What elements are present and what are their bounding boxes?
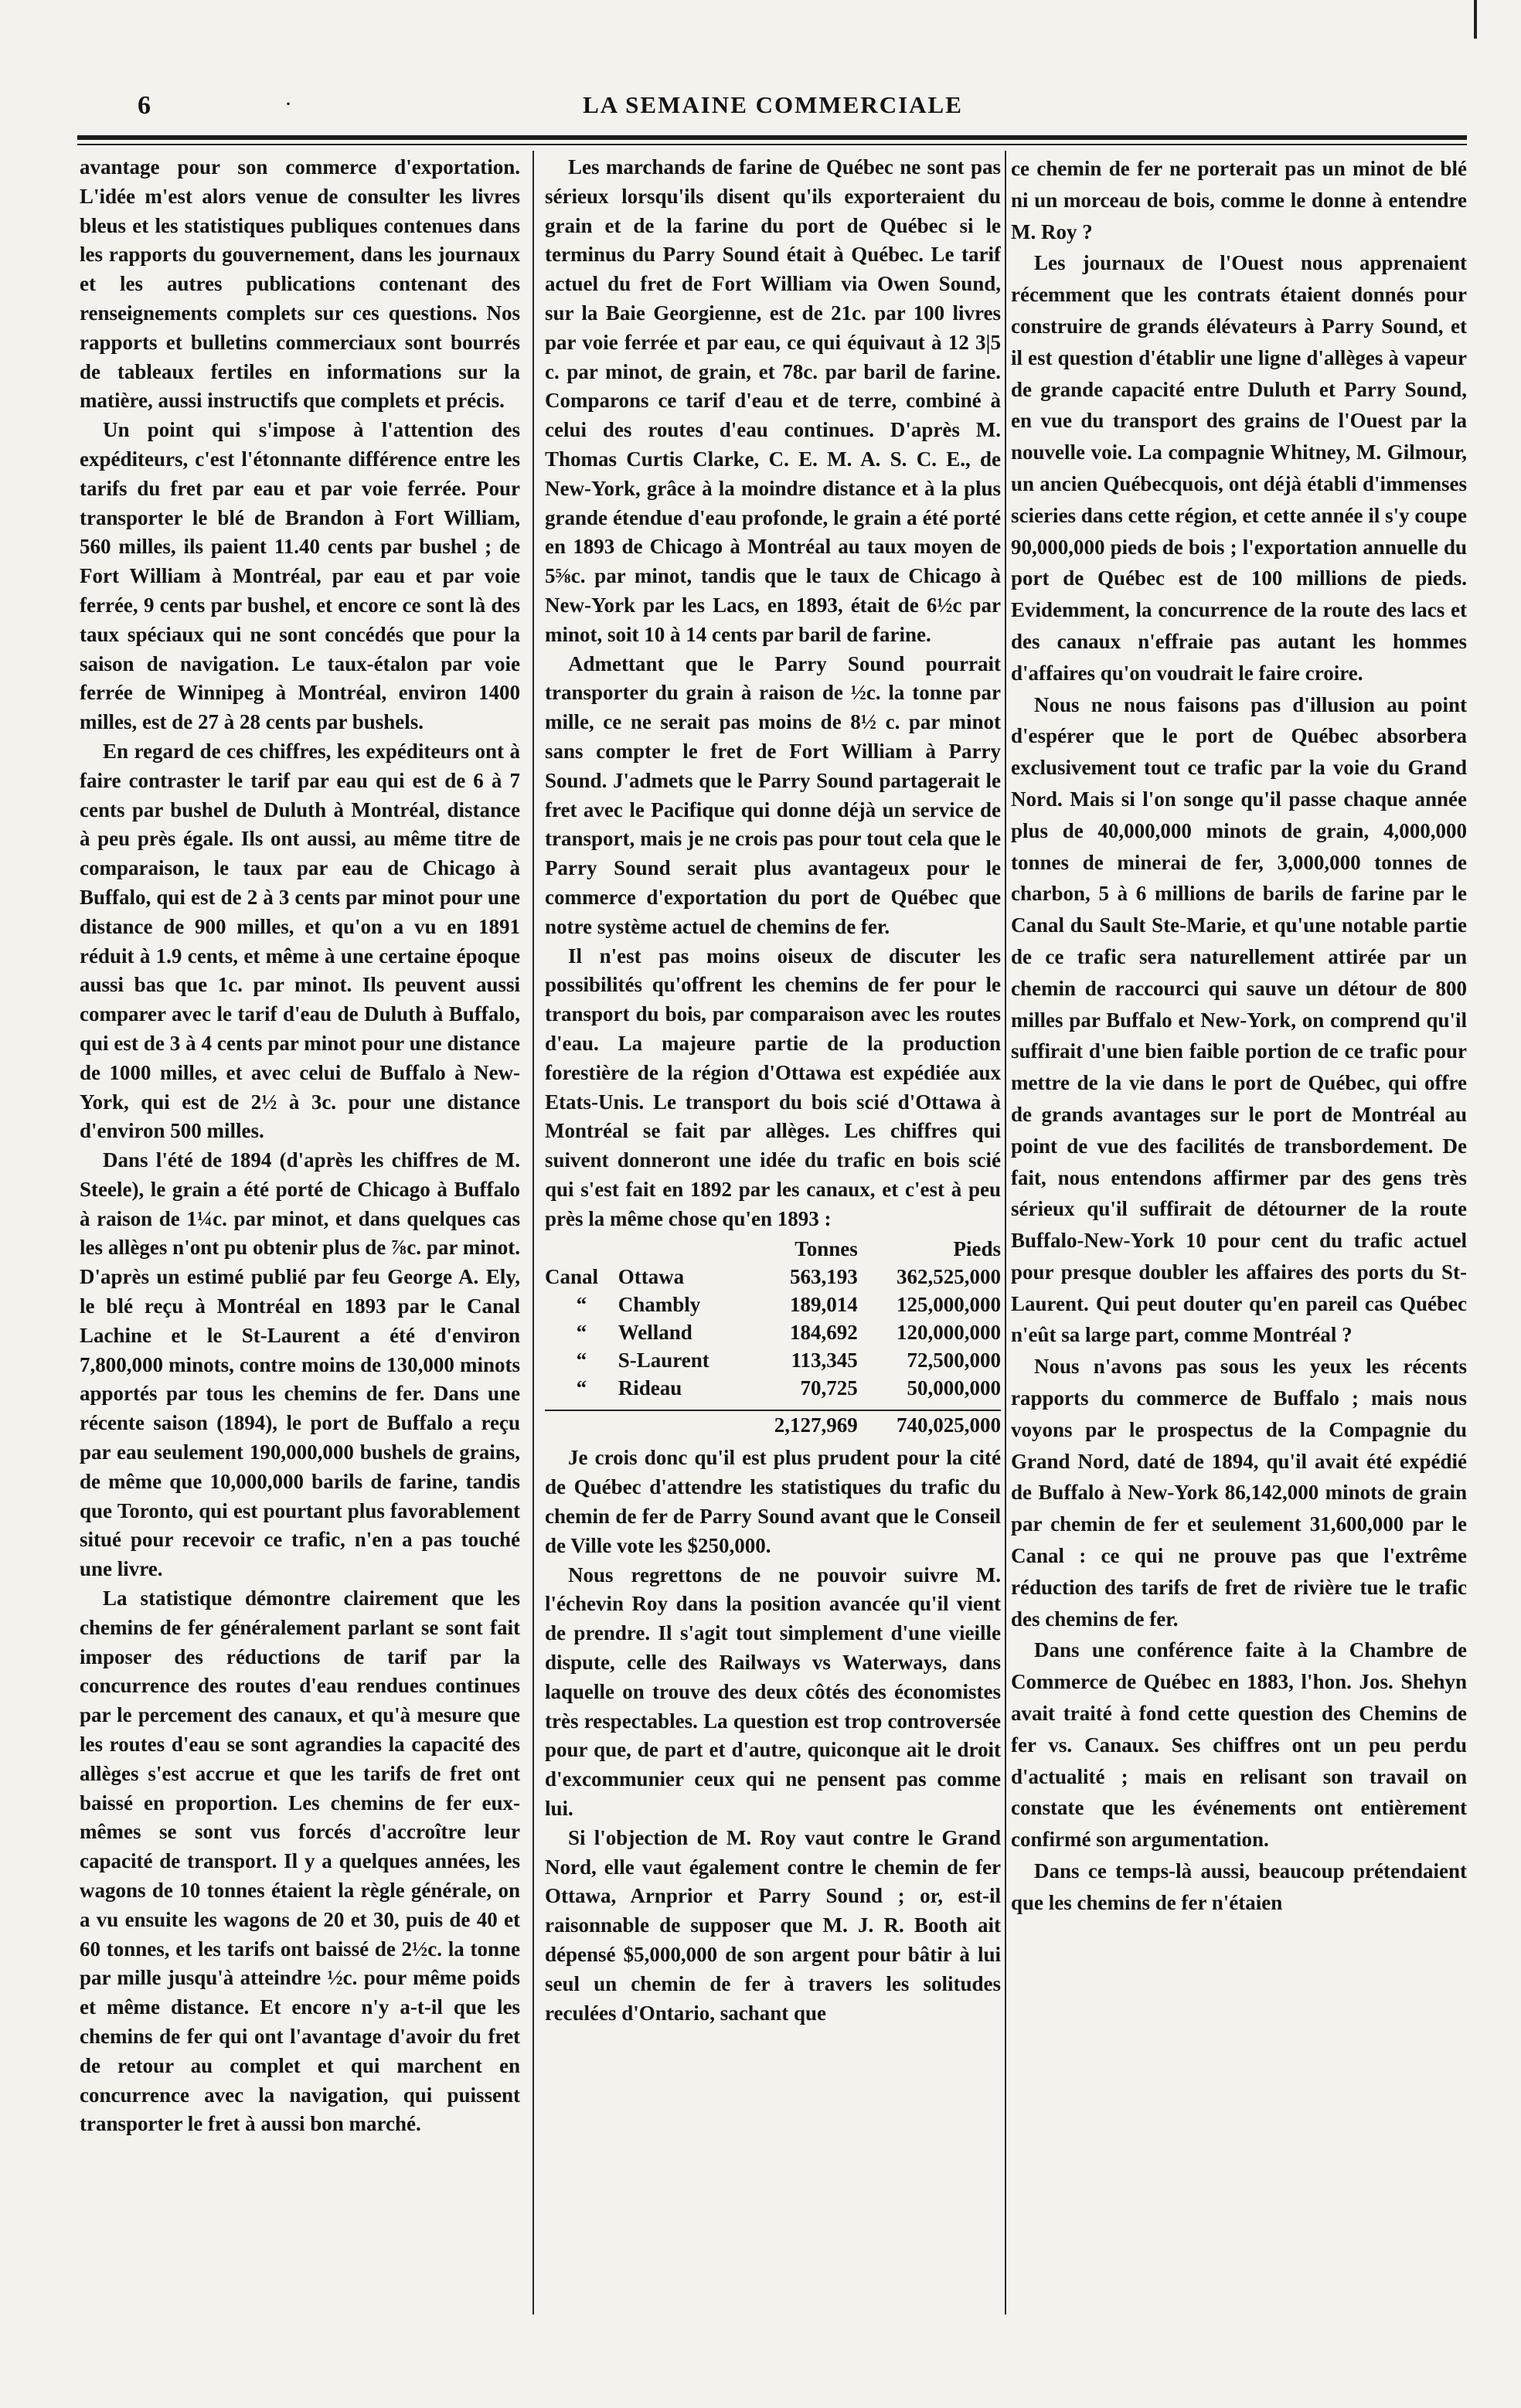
header-pieds: Pieds	[953, 1237, 1001, 1261]
top-right-rule	[1474, 0, 1477, 39]
paragraph: Je crois donc qu'il est plus prudent pour la cité de Québec d'attendre les statistiques du trafic du chemin de fer de Parry Sound avant que le Conseil de Ville vote les $250,000.	[545, 1446, 1001, 1557]
paragraph: Dans une conférence faite à la Chambre de Commerce de Québec en 1883, l'hon. Jos. Shehyn avait traité à fond cette question des Chemins de fer vs. Canaux. Ses chiffres ont un peu perdu d'actualité ; mais en relisant son travail on constate que les événements ont entièrement confirmé son argumentation.	[1011, 1638, 1467, 1852]
paragraph: ce chemin de fer ne porterait pas un minot de blé ni un morceau de bois, comme le donne à entendre M. Roy ?	[1011, 157, 1467, 243]
canal-name: Chambly	[618, 1293, 701, 1317]
row-prefix: “	[576, 1293, 587, 1317]
column-separator	[1005, 151, 1006, 2314]
tonnes-value: 563,193	[790, 1265, 858, 1289]
column-2	[545, 153, 1001, 2328]
column-1	[80, 153, 520, 2328]
paragraph: Nous n'avons pas sous les yeux les récents rapports du commerce de Buffalo ; mais nous voyons par le prospectus de la Compagnie du Grand Nord, daté de 1894, qu'il avait été expédié de Buffalo à New-York 86,142,000 minots de grain par chemin de fer et seulement 31,600,000 par le Canal : ce qui ne prouve pas que l'extrême réduction des tarifs de fret de rivière tue le trafic des chemins de fer.	[1011, 1355, 1467, 1631]
canal-name: Ottawa	[618, 1265, 685, 1289]
paragraph: Dans ce temps-là aussi, beaucoup prétendaient que les chemins de fer n'étaien	[1011, 1859, 1467, 1914]
table-row	[545, 1346, 1001, 1374]
table-total-row	[545, 1410, 1001, 1439]
header-tonnes: Tonnes	[795, 1237, 858, 1261]
canal-lumber-table	[545, 1235, 1001, 1439]
paragraph: Dans l'été de 1894 (d'après les chiffres de M. Steele), le grain a été porté de Chicago à Buffalo à raison de 1¼c. par minot, et dans quelques cas les allèges n'ont pu obtenir plus de ⅞c. par minot. D'après un estimé publié par feu George A. Ely, le blé reçu à Montréal en 1893 par le Canal Lachine et le St-Laurent a été d'environ 7,800,000 minots, contre moins de 130,000 minots apportés par tous les chemins de fer. Dans une récente saison (1894), le port de Buffalo a reçu par eau seulement 190,000,000 bushels de grains, de même que 10,000,000 barils de farine, tandis que Toronto, qui est pourtant plus favorablement situé pour recevoir ce trafic, n'en a pas touché une livre.	[80, 1148, 520, 1581]
table-row	[545, 1263, 1001, 1291]
canal-name: Rideau	[618, 1376, 682, 1400]
total-tonnes: 2,127,969	[743, 1410, 858, 1439]
tonnes-value: 189,014	[790, 1293, 858, 1317]
paragraph: avantage pour son commerce d'exportation. L'idée m'est alors venue de consulter les livres bleus et les statistiques publiques contenues dans les rapports du gouvernement, dans les journaux et les autres publications contenant des renseignements complets sur ces questions. Nos rapports et bulletins commerciaux sont bourrés de tableaux fertiles en informations sur la matière, aussi instructifs que complets et précis.	[80, 155, 520, 413]
row-prefix: “	[576, 1376, 587, 1400]
row-prefix: Canal	[545, 1265, 599, 1289]
row-prefix: “	[576, 1321, 587, 1345]
total-pieds: 740,025,000	[858, 1410, 1001, 1439]
header-rule-thick	[77, 135, 1467, 140]
table-header-row	[545, 1235, 1001, 1263]
paragraph: Les journaux de l'Ouest nous apprenaient récemment que les contrats étaient donnés pour construire de grands élévateurs à Parry Sound, et il est question d'établir une ligne d'allèges à vapeur de grande capacité entre Duluth et Parry Sound, en vue du transport des grains de l'Ouest par la nouvelle voie. La compagnie Whitney, M. Gilmour, un ancien Québecquois, ont déjà établi d'immenses scieries dans cette région, et cette année il s'y coupe 90,000,000 pieds de bois ; l'exportation annuelle du port de Québec est de 100 millions de pieds. Evidemment, la concurrence de la route des lacs et des canaux n'effraie pas autant les hommes d'affaires qu'on voudrait le faire croire.	[1011, 251, 1467, 685]
column-separator	[533, 151, 534, 2314]
paragraph: La statistique démontre clairement que les chemins de fer généralement parlant se sont fait imposer des réductions de tarif par la concurrence des routes d'eau rendues continues par le percement des canaux, et qu'à mesure que les routes d'eau se sont agrandies la capacité des allèges s'est accrue et que les tarifs de fret ont baissé en proportion. Les chemins de fer eux-mêmes se sont vus forcés d'accroître leur capacité de transport. Il y a quelques années, les wagons de 10 tonnes étaient la règle générale, on a vu ensuite les wagons de 20 et 30, puis de 40 et 60 tonnes, et les tarifs ont baissé de 2½c. la tonne par mille jusqu'à atteindre ½c. pour même poids et même distance. Et encore n'y a-t-il que les chemins de fer qui ont l'avantage d'avoir du fret de retour au complet et qui marchent en concurrence avec la navigation, qui puissent transporter le fret à aussi bon marché.	[80, 1587, 520, 2136]
paragraph: Si l'objection de M. Roy vaut contre le Grand Nord, elle vaut également contre le chemin de fer Ottawa, Arnprior et Parry Sound ; or, est-il raisonnable de supposer que M. J. R. Booth ait dépensé $5,000,000 de son argent pour bâtir à lui seul un chemin de fer à travers les solitudes reculées d'Ontario, sachant que	[545, 1825, 1001, 2025]
newspaper-title: LA SEMAINE COMMERCIALE	[583, 91, 963, 118]
pieds-value: 125,000,000	[897, 1293, 1001, 1317]
pieds-value: 362,525,000	[897, 1265, 1001, 1289]
paragraph: Un point qui s'impose à l'attention des expéditeurs, c'est l'étonnante différence entre les tarifs du fret par eau et par voie ferrée. Pour transporter le blé de Brandon à Fort William, 560 milles, ils paient 11.40 cents par bushel ; de Fort William à Montréal, par eau et par voie ferrée, 9 cents par bushel, et encore ce sont là des taux spéciaux qui ne sont concédés que pour la saison de navigation. Le taux-étalon par voie ferrée de Winnipeg à Montréal, environ 1400 milles, est de 27 à 28 cents par bushels.	[80, 418, 520, 734]
paragraph: Nous ne nous faisons pas d'illusion au point d'espérer que le port de Québec absorbera exclusivement tout ce trafic par la voie du Grand Nord. Mais si l'on songe qu'il passe chaque année plus de 40,000,000 minots de grain, 4,000,000 tonnes de minerai de fer, 3,000,000 tonnes de charbon, 5 à 6 millions de barils de farine par le Canal du Sault Ste-Marie, et qu'une notable partie de ce trafic sera naturellement attirée par un chemin de raccourci qui sauve un détour de 800 milles par Buffalo et New-York, on comprend qu'il suffirait d'une bien faible portion de ce trafic pour mettre de la vie dans le port de Québec, qui offre de grands avantages sur le port de Montréal au point de vue des facilités de transbordement. De fait, nous entendons affirmer par des gens très sérieux qu'il suffirait de détourner de la route Buffalo-New-York 10 pour cent du trafic actuel pour presque doubler les affaires des ports du St-Laurent. Qui peut douter qu'en pareil cas Québec n'eût sa large part, comme Montréal ?	[1011, 692, 1467, 1347]
table-row	[545, 1291, 1001, 1318]
row-prefix: “	[576, 1349, 587, 1372]
pieds-value: 72,500,000	[907, 1349, 1001, 1372]
tonnes-value: 70,725	[800, 1376, 858, 1400]
pieds-value: 120,000,000	[897, 1321, 1001, 1345]
table-row	[545, 1374, 1001, 1402]
page-number: 6	[138, 91, 151, 120]
canal-name: S-Laurent	[618, 1349, 709, 1372]
column-3	[1011, 153, 1467, 2328]
canal-name: Welland	[618, 1321, 692, 1345]
tonnes-value: 113,345	[791, 1349, 858, 1372]
header-dot: ·	[284, 91, 292, 117]
paragraph: Les marchands de farine de Québec ne sont pas sérieux lorsqu'ils disent qu'ils exporteraient du grain et de la farine du port de Québec si le terminus du Parry Sound était à Québec. Le tarif actuel du fret de Fort William via Owen Sound, sur la Baie Georgienne, est de 21c. par 100 livres par voie ferrée et par eau, ce qui équivaut à 12 3|5 c. par minot, de grain, et 78c. par baril de farine. Comparons ce tarif d'eau et de terre, combiné à celui des routes d'eau continues. D'après M. Thomas Curtis Clarke, C. E. M. A. S. C. E., de New-York, grâce à la moindre distance et à la plus grande étendue d'eau profonde, le grain a été porté en 1893 de Chicago à Montréal au taux moyen de 5⅝c. par minot, tandis que le taux de Chicago à New-York par les Lacs, en 1893, était de 6½c par minot, soit 10 à 14 cents par baril de farine.	[545, 155, 1001, 646]
paragraph: Il n'est pas moins oiseux de discuter les possibilités qu'offrent les chemins de fer pour le transport du bois, par comparaison avec les routes d'eau. La majeure partie de la production forestière de la région d'Ottawa est expédiée aux Etats-Unis. Le transport du bois scié d'Ottawa à Montréal se fait par allèges. Les chiffres qui suivent donneront une idée du trafic en bois scié qui s'est fait en 1892 par les canaux, et c'est à peu près la même chose qu'en 1893 :	[545, 944, 1001, 1230]
header-rule-thin	[77, 144, 1467, 145]
tonnes-value: 184,692	[790, 1321, 858, 1345]
paragraph: En regard de ces chiffres, les expéditeurs ont à faire contraster le tarif par eau qui est de 6 à 7 cents par bushel de Duluth à Montréal, distance à peu près égale. Ils ont aussi, au même titre de comparaison, le taux par eau de Chicago à Buffalo, qui est de 2 à 3 cents par minot pour une distance de 900 milles, et qu'on a vu en 1891 réduit à 1.9 cents, et même à une certaine époque aussi bas que 1c. par minot. Ils peuvent aussi comparer avec le tarif d'eau de Duluth à Buffalo, qui est de 3 à 4 cents par minot pour une distance de 1000 milles, et avec celui de Buffalo à New-York, qui est de 2½ à 3c. pour une distance d'environ 500 milles.	[80, 739, 520, 1143]
pieds-value: 50,000,000	[907, 1376, 1001, 1400]
page-header	[77, 91, 1468, 122]
paragraph: Nous regrettons de ne pouvoir suivre M. l'échevin Roy dans la position avancée qu'il vient de prendre. Il s'agit tout simplement d'une vieille dispute, celle des Railways vs Waterways, dans laquelle on trouve des deux côtés des économistes très respectables. La question est trop controversée pour que, de part et d'autre, quiconque ait le droit d'excommunier ceux qui ne pensent pas comme lui.	[545, 1563, 1001, 1821]
table-row	[545, 1318, 1001, 1346]
paragraph: Admettant que le Parry Sound pourrait transporter du grain à raison de ½c. la tonne par mille, ce ne serait pas moins de 8½ c. par minot sans compter le fret de Fort William à Parry Sound. J'admets que le Parry Sound partagerait le fret avec le Pacifique qui donne déjà un service de transport, mais je ne crois pas pour tout cela que le Parry Sound serait plus avantageux pour le commerce d'exportation du port de Québec que notre système actuel de chemins de fer.	[545, 651, 1001, 938]
